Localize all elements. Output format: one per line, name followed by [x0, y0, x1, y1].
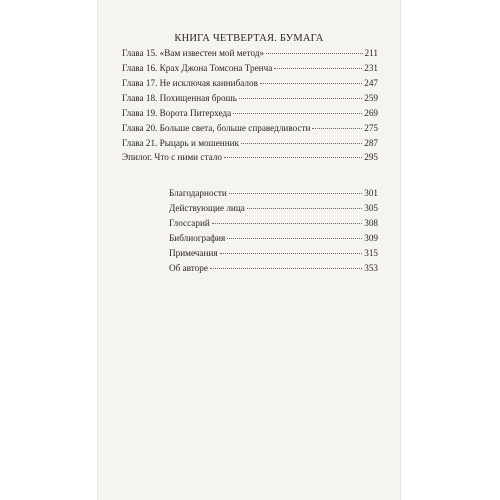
- toc-entry-title: Об авторе: [169, 263, 208, 273]
- back-matter-entry: [169, 203, 378, 216]
- toc-entry-page: 231: [364, 63, 378, 73]
- dot-leader: [247, 208, 362, 209]
- dot-leader: [210, 268, 362, 269]
- toc-entry-page: 305: [364, 203, 378, 213]
- toc-entry-title: Глава 16. Крах Джона Томсона Тренча: [122, 63, 273, 73]
- dot-leader: [233, 113, 362, 114]
- section-title: КНИГА ЧЕТВЕРТАЯ. БУМАГА: [174, 33, 324, 44]
- back-matter-entry: [169, 218, 378, 231]
- toc-entry-page: 308: [364, 218, 378, 228]
- dot-leader: [212, 223, 362, 224]
- toc-entry-title: Глава 21. Рыцарь и мошенник: [122, 138, 240, 148]
- toc-entry: [122, 78, 378, 91]
- toc-entry-page: 315: [364, 248, 378, 258]
- toc-entry-page: 295: [364, 152, 378, 162]
- dot-leader: [239, 98, 362, 99]
- toc-entry: [122, 123, 378, 136]
- back-matter-entry: [169, 263, 378, 276]
- toc-entry-title: Действующие лица: [169, 203, 245, 213]
- dot-leader: [220, 253, 363, 254]
- toc-entry-page: 301: [364, 188, 378, 198]
- toc-entry-title: Глава 17. Не исключая каннибалов: [122, 78, 258, 88]
- dot-leader: [241, 143, 362, 144]
- toc-entry: [122, 48, 378, 61]
- toc-entry-page: 269: [364, 108, 378, 118]
- toc-entry: [122, 93, 378, 106]
- toc-entry-title: Эпилог. Что с ними стало: [122, 152, 222, 162]
- toc-entry-page: 247: [364, 78, 378, 88]
- toc-entry-page: 353: [364, 263, 378, 273]
- toc-entry: [122, 63, 378, 76]
- toc-entry-page: 287: [364, 138, 378, 148]
- toc-entry-page: 275: [364, 123, 378, 133]
- toc-entry-title: Библиография: [169, 233, 226, 243]
- toc-entry: [122, 108, 378, 121]
- dot-leader: [224, 157, 362, 158]
- toc-entry-title: Глава 19. Ворота Питерхеда: [122, 108, 232, 118]
- toc-entry-title: Глава 15. «Вам известен мой метод»: [122, 48, 265, 58]
- toc-entry: [122, 138, 378, 151]
- toc-entry-title: Глава 20. Больше света, больше справедливости: [122, 123, 311, 133]
- back-matter-entry: [169, 188, 378, 201]
- book-page: [98, 0, 400, 500]
- toc-entry-title: Глава 18. Похищенная брошь: [122, 93, 237, 103]
- toc-entry-title: Благодарности: [169, 188, 227, 198]
- dot-leader: [274, 68, 362, 69]
- toc-entry-title: Глоссарий: [169, 218, 210, 228]
- back-matter-entry: [169, 248, 378, 261]
- dot-leader: [266, 53, 362, 54]
- dot-leader: [227, 238, 362, 239]
- back-matter-entry: [169, 233, 378, 246]
- dot-leader: [229, 193, 362, 194]
- toc-entry-title: Примечания: [169, 248, 218, 258]
- dot-leader: [260, 83, 362, 84]
- dot-leader: [312, 128, 362, 129]
- toc-entry-page: 309: [364, 233, 378, 243]
- toc-entry-page: 259: [364, 93, 378, 103]
- toc-entry-page: 211: [364, 48, 378, 58]
- toc-entry: [122, 152, 378, 165]
